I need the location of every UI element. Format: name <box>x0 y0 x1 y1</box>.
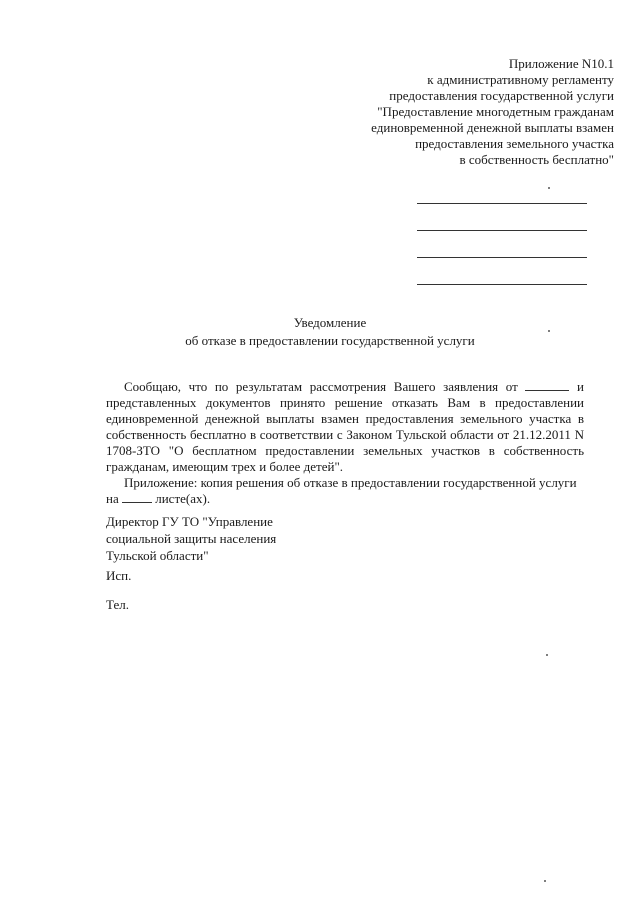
body-text: Сообщаю, что по результатам рассмотрения Вашего заявления от <box>124 379 518 394</box>
director-line: Тульской области" <box>106 548 209 563</box>
scan-speck <box>548 330 550 332</box>
body-text: представленных документов принято решение отказать Вам в предоставлении единовременной денежной выплаты взамен предоставления земельного участка в собственность бесплатно в соответствии с Законом Тульской области от 21.12.2011 N 1708-ЗТО "О бесплатном предоставлении земельных участков в собственность гражданам, имеющим трех и более детей". <box>106 395 584 474</box>
body-text: листе(ах). <box>155 491 211 506</box>
scan-speck <box>546 654 548 656</box>
header-line: к административному регламенту <box>427 72 614 87</box>
notice-body <box>106 379 584 507</box>
body-paragraph <box>106 379 584 475</box>
body-text: на <box>106 491 119 506</box>
body-paragraph: Приложение: копия решения об отказе в предоставлении государственной услуги <box>124 475 577 490</box>
director-line: социальной защиты населения <box>106 531 277 546</box>
sheets-blank <box>122 491 152 503</box>
addressee-line <box>417 203 587 204</box>
header-line: предоставления земельного участка <box>415 136 614 151</box>
appendix-header <box>314 56 614 168</box>
header-line: "Предоставление многодетным гражданам <box>377 104 614 119</box>
executor-label: Исп. <box>106 568 132 583</box>
header-line: Приложение N10.1 <box>508 56 614 71</box>
director-line: Директор ГУ ТО "Управление <box>106 514 273 529</box>
title-subheading: об отказе в предоставлении государственной услуги <box>185 333 475 348</box>
addressee-line <box>417 284 587 285</box>
addressee-line <box>417 230 587 231</box>
body-text: и <box>577 379 584 394</box>
body-paragraph <box>106 491 584 507</box>
date-blank <box>525 379 569 391</box>
header-line: единовременной денежной выплаты взамен <box>371 120 614 135</box>
director-signature <box>106 513 366 564</box>
scan-speck <box>544 880 546 882</box>
addressee-line <box>417 257 587 258</box>
header-line: предоставления государственной услуги <box>389 88 614 103</box>
notice-title <box>120 314 540 350</box>
phone-label: Тел. <box>106 597 129 612</box>
title-heading: Уведомление <box>293 315 367 330</box>
header-line: в собственность бесплатно" <box>459 152 614 167</box>
scan-speck <box>548 187 550 189</box>
